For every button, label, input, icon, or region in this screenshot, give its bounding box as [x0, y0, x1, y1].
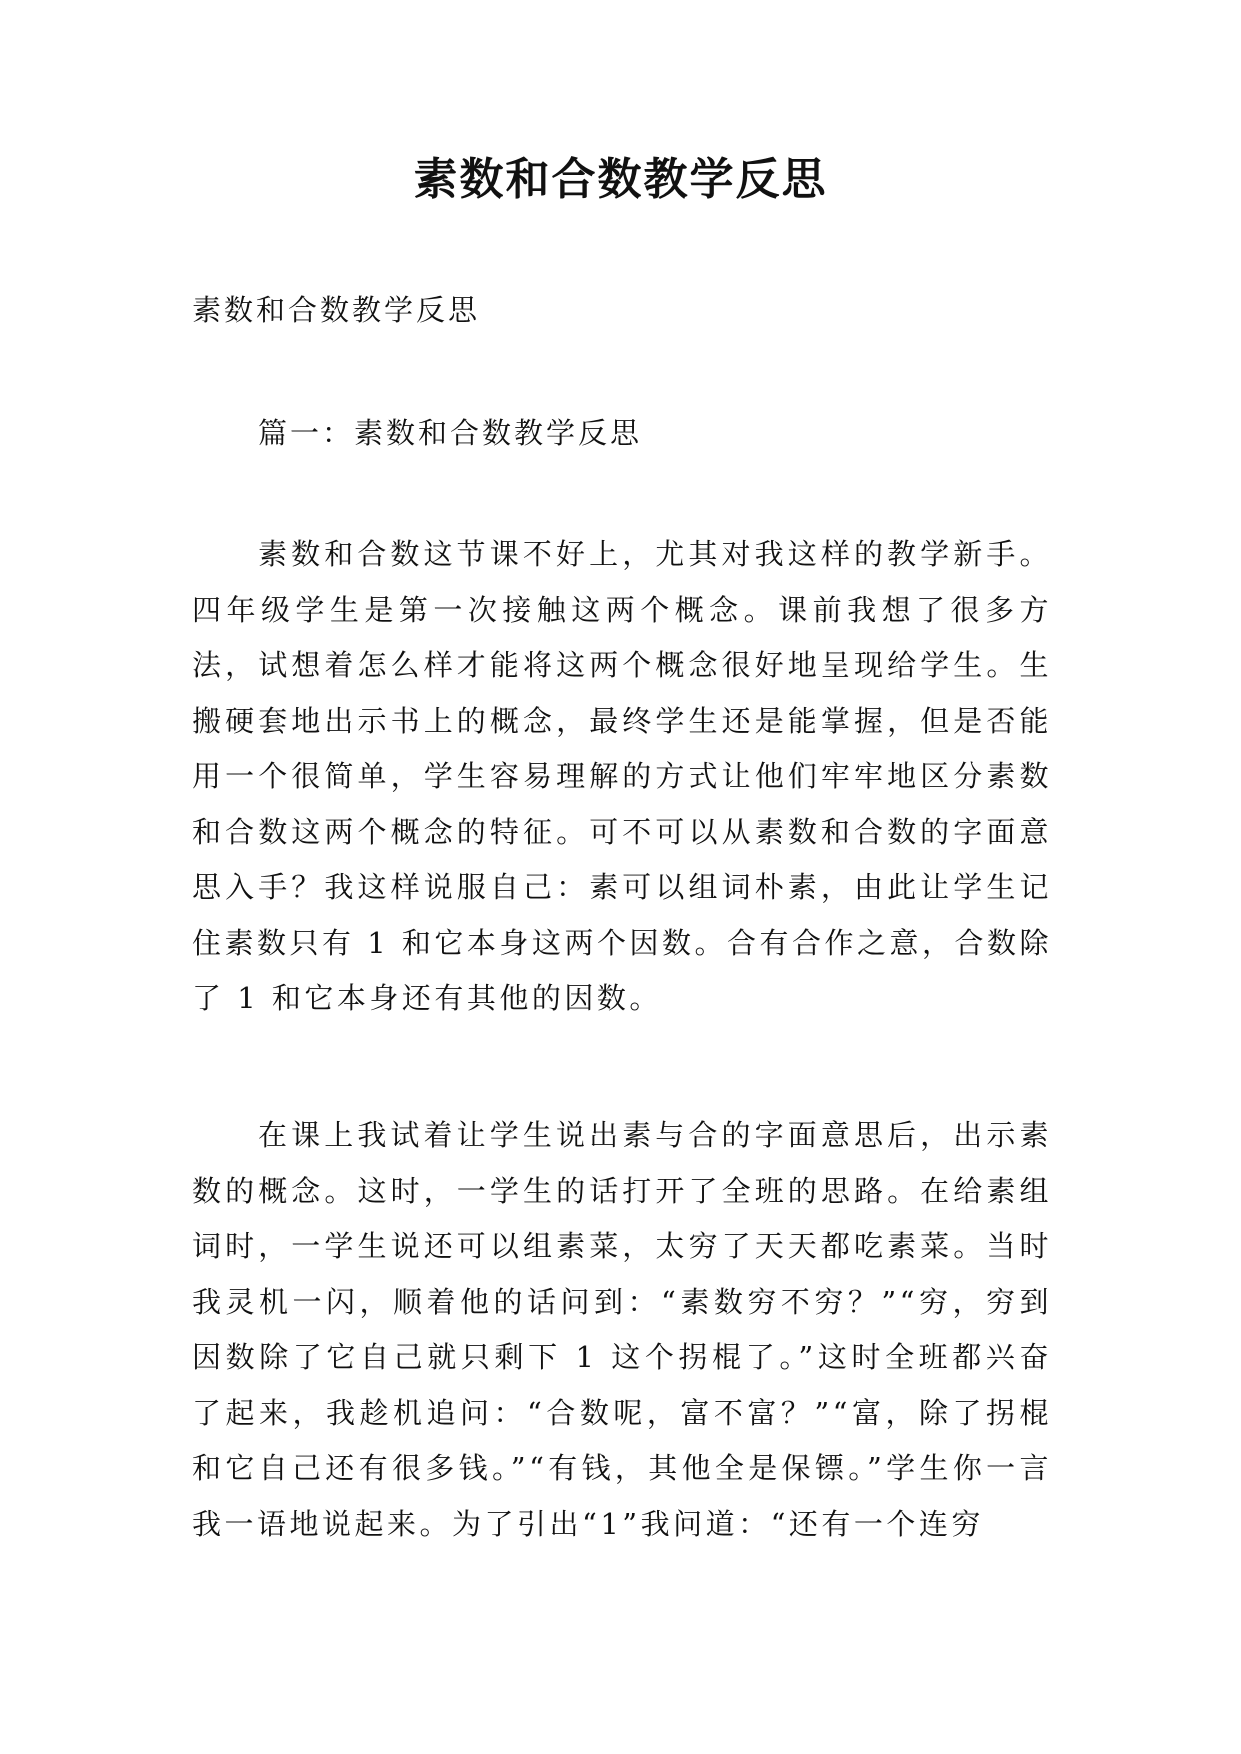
page-title: 素数和合数教学反思 — [413, 154, 828, 205]
body-paragraph: 素数和合数这节课不好上，尤其对我这样的教学新手。四年级学生是第一次接触这两个概念。课前我想了很多方法，试想着怎么样才能将这两个概念很好地呈现给学生。生搬硬套地出示书上的概念，最终学生还是能掌握，但是否能用一个很简单，学生容易理解的方式让他们牢牢地区分素数和合数这两个概念的特征。可不可以从素数和合数的字面意思入手？我这样说服自己：素可以组词朴素，由此让学生记住素数只有 1 和它本身这两个因数。合有合作之意，合数除了 1 和它本身还有其他的因数。 — [192, 537, 1052, 1015]
document-subtitle: 素数和合数教学反思 — [192, 293, 481, 327]
body-paragraph: 在课上我试着让学生说出素与合的字面意思后，出示素数的概念。这时，一学生的话打开了全班的思路。在给素组词时，一学生说还可以组素菜，太穷了天天都吃素菜。当时我灵机一闪，顺着他的话问到：“素数穷不穷？”“穷，穷到因数除了它自己就只剩下 1 这个拐棍了。”这时全班都兴奋了起来，我趁机追问：“合数呢，富不富？”“富，除了拐棍和它自己还有很多钱。”“有钱，其他全是保镖。”学生你一言我一语地说起来。为了引出“1”我问道：“还有一个连穷 — [192, 1118, 1052, 1541]
section-heading: 篇一：素数和合数教学反思 — [258, 416, 643, 450]
